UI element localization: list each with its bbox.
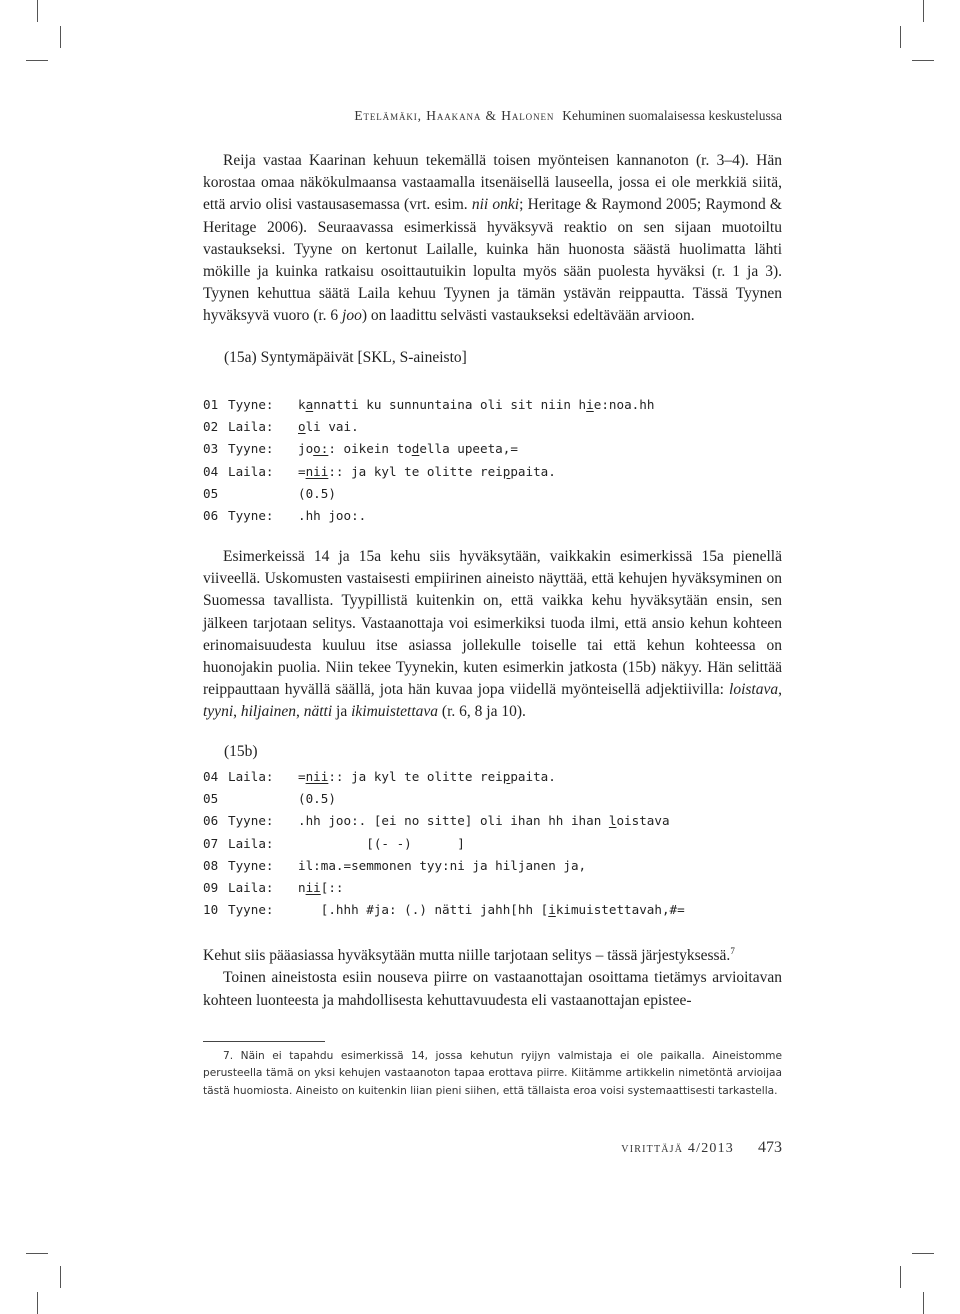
transcript-line bbox=[203, 877, 685, 899]
speaker-label: Tyyne: bbox=[228, 902, 274, 918]
text-run: ja bbox=[332, 703, 352, 721]
transcript-line bbox=[203, 461, 654, 483]
text-run: ) on laadittu selvästi vastaukseksi edeltävään arvioon. bbox=[361, 307, 695, 325]
text-run: ; Heritage & Raymond 2005; Raymond & Heritage 2006). Seuraavassa esimerkissä hyväksyvä reaktio on sen sijaan muotoiltu vastaukseksi. Tyyne on kertonut Lailalle, kuinka hän huonosta säästä huolimatta lähti mökille ja kuinka ratkaisu osoittautuikin lopulta myös sään puolesta hyväksi (r. 1 ja 3). Tyynen kehuttua säätä Laila kehuu Tyynen ja tämän ystävän reippautta. Tässä Tyynen hyväksyvä vuoro (r. 6 bbox=[203, 196, 782, 325]
line-number: 01 bbox=[203, 397, 219, 412]
example-title: (15b) bbox=[224, 743, 258, 760]
crop-mark bbox=[912, 1253, 934, 1254]
text-run: , bbox=[778, 681, 782, 699]
transcript-line bbox=[203, 438, 654, 460]
speaker-label: Laila: bbox=[228, 419, 274, 435]
utterance-text: .hh joo:. [ei no sitte] oli ihan hh ihan loistava bbox=[298, 813, 670, 829]
italic-term: joo bbox=[342, 307, 362, 325]
transcript-line bbox=[203, 416, 654, 438]
transcript-line bbox=[203, 394, 654, 416]
italic-term: loistava bbox=[729, 681, 779, 699]
paragraph-discussion bbox=[203, 546, 782, 724]
footnote bbox=[203, 1048, 782, 1100]
crop-mark bbox=[923, 0, 924, 22]
utterance-text: oli vai. bbox=[298, 419, 359, 435]
transcript-line bbox=[203, 505, 654, 527]
header-authors: Etelämäki, Haakana & Halonen bbox=[354, 108, 555, 123]
page-number: 473 bbox=[758, 1139, 782, 1156]
paragraph-intro bbox=[203, 150, 782, 328]
line-number: 05 bbox=[203, 485, 219, 501]
running-header bbox=[354, 108, 782, 124]
page-footer bbox=[621, 1139, 782, 1157]
crop-mark bbox=[60, 1266, 61, 1288]
example-title: (15a) Syntymäpäivät [SKL, S-aineisto] bbox=[224, 349, 467, 366]
crop-mark bbox=[37, 1292, 38, 1314]
line-number: 02 bbox=[203, 419, 219, 435]
line-number: 03 bbox=[203, 441, 219, 457]
transcript-line bbox=[203, 855, 685, 877]
transcript-line bbox=[203, 899, 685, 921]
speaker-label: Tyyne: bbox=[228, 813, 274, 829]
crop-mark bbox=[923, 1292, 924, 1314]
text-run: , bbox=[233, 703, 241, 721]
text-run: Toinen aineistosta esiin nouseva piirre on vastaanottajan osoittama tietämys arvioitavan kohteen luonteesta ja mahdollisesta kehuttavuudesta eli vastaanottajan epistee- bbox=[203, 969, 782, 1009]
utterance-text: (0.5) bbox=[298, 791, 336, 807]
crop-mark bbox=[60, 26, 61, 48]
transcript-15b bbox=[203, 766, 685, 921]
line-number: 04 bbox=[203, 769, 219, 784]
crop-mark bbox=[26, 60, 48, 61]
speaker-label: Tyyne: bbox=[228, 507, 274, 523]
transcript-line bbox=[203, 833, 685, 855]
header-title: Kehuminen suomalaisessa keskustelussa bbox=[562, 108, 782, 123]
speaker-label: Tyyne: bbox=[228, 397, 274, 412]
utterance-text: kannatti ku sunnuntaina oli sit niin hie:noa.hh bbox=[298, 397, 655, 412]
text-run: (r. 6, 8 ja 10). bbox=[438, 703, 526, 721]
footnote-number: 7. bbox=[223, 1050, 234, 1062]
italic-term: hiljainen bbox=[240, 703, 296, 721]
transcript-line bbox=[203, 766, 685, 788]
line-number: 06 bbox=[203, 507, 219, 523]
line-number: 04 bbox=[203, 463, 219, 479]
italic-term: nätti bbox=[303, 703, 333, 721]
line-number: 10 bbox=[203, 902, 219, 918]
utterance-text: [(- -) ] bbox=[298, 835, 465, 851]
speaker-label: Laila: bbox=[228, 769, 274, 784]
speaker-label: Tyyne: bbox=[228, 857, 274, 873]
transcript-line bbox=[203, 788, 685, 810]
utterance-text: nii[:: bbox=[298, 879, 344, 895]
utterance-text: .hh joo:. bbox=[298, 507, 367, 523]
crop-mark bbox=[900, 26, 901, 48]
text-run: Kehut siis pääasiassa hyväksytään mutta niille tarjotaan selitys – tässä järjestyksessä. bbox=[203, 947, 731, 965]
paragraph-conclusion bbox=[203, 940, 782, 1012]
speaker-label: Laila: bbox=[228, 879, 274, 895]
utterance-text: =nii:: ja kyl te olitte reippaita. bbox=[298, 463, 556, 479]
crop-mark bbox=[912, 60, 934, 61]
line-number: 07 bbox=[203, 835, 219, 851]
line-number: 09 bbox=[203, 879, 219, 895]
crop-mark bbox=[26, 1253, 48, 1254]
text-run: Reija vastaa Kaarinan kehuun tekemällä toisen myönteisen kannanoton (r. 3–4). Hän korostaa omaa näkökulmaansa vastaamalla itsenäisellä lauseella, jossa ei ole merkkiä siitä, että arvio olisi vastausasemassa (vrt. esim. bbox=[203, 152, 782, 214]
line-number: 08 bbox=[203, 857, 219, 873]
speaker-label: Tyyne: bbox=[228, 441, 274, 457]
utterance-text: =nii:: ja kyl te olitte reippaita. bbox=[298, 769, 556, 784]
footnote-reference[interactable]: 7 bbox=[730, 946, 735, 956]
journal-name: virittäjä 4/2013 bbox=[621, 1141, 734, 1156]
line-number: 05 bbox=[203, 791, 219, 807]
footnote-text: Näin ei tapahdu esimerkissä 14, jossa kehutun ryijyn valmistaja ei ole paikalla. Aineistomme perusteella tämä on yksi kehujen vastaanoton tapaa erottava piirre. Kiitämme artikkelin nimetöntä arvioijaa tästä huomiosta. Aineisto on kuitenkin liian pieni siihen, että tällaista eroa voisi systemaattisesti tarkastella. bbox=[203, 1050, 782, 1097]
text-run: Esimerkeissä 14 ja 15a kehu siis hyväksytään, vaikkakin esimerkissä 15a pienellä viiveellä. Uskomusten vastaisesti empiirinen aineisto näyttää, että kehujen hyväksyminen on Suomessa tavallista. Tyypillistä kuitenkin on, että vaikka kehu hyväksytään ensin, sen jälkeen tarjotaan selitys. Vastaanottaja voi esimerkiksi tuoda ilmi, että ansio kehun kohteen erinomaisuudesta kuuluu itse asiassa jollekulle toiselle tai että kehun kohteessa on huonojakin puolia. Niin tekee Tyynekin, kuten esimerkin jatkosta (15b) näkyy. Hän selittää reippauttaan hyvällä säällä, jota hän kuvaa jopa viidellä myönteisellä adjektiivilla: bbox=[203, 548, 782, 699]
transcript-15a bbox=[203, 394, 654, 527]
footnote-divider bbox=[203, 1041, 325, 1042]
utterance-text: [.hhh #ja: (.) nätti jahh[hh [ikimuistettavah,#= bbox=[298, 902, 685, 918]
utterance-text: joo:: oikein todella upeeta,= bbox=[298, 441, 518, 457]
text-run: , bbox=[295, 703, 304, 721]
utterance-text: il:ma.=semmonen tyy:ni ja hiljanen ja, bbox=[298, 857, 587, 873]
transcript-line bbox=[203, 483, 654, 505]
italic-term: ikimuistettava bbox=[351, 703, 439, 721]
transcript-line bbox=[203, 810, 685, 832]
speaker-label: Laila: bbox=[228, 463, 274, 479]
crop-mark bbox=[900, 1266, 901, 1288]
italic-term: nii onki bbox=[471, 196, 520, 214]
line-number: 06 bbox=[203, 813, 219, 829]
crop-mark bbox=[37, 0, 38, 22]
italic-term: tyyni bbox=[203, 703, 234, 721]
utterance-text: (0.5) bbox=[298, 485, 336, 501]
speaker-label: Laila: bbox=[228, 835, 274, 851]
